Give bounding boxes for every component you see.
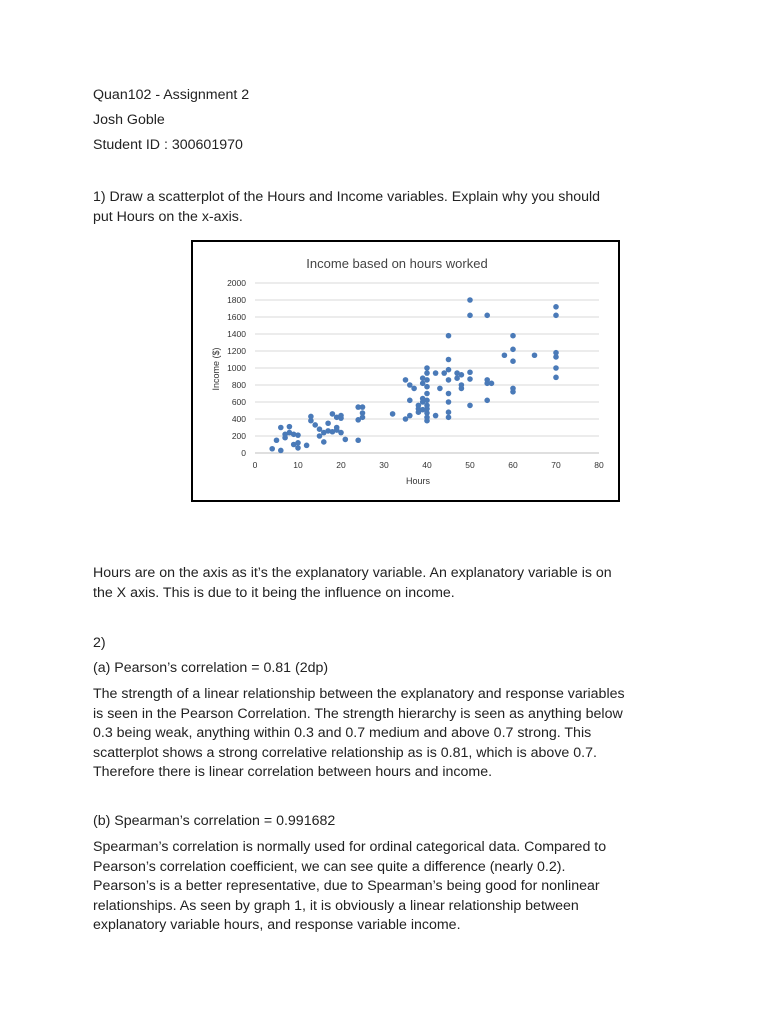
data-point [325, 420, 331, 426]
q2a-line: Therefore there is linear correlation between hours and income. [93, 764, 493, 780]
data-point [338, 413, 344, 419]
data-point [510, 347, 516, 353]
data-point [424, 365, 430, 371]
data-point [553, 375, 559, 381]
header-course: Quan102 - Assignment 2 [93, 87, 250, 103]
data-point [467, 376, 473, 382]
data-point [278, 448, 284, 454]
data-point [489, 381, 495, 387]
data-point [553, 365, 559, 371]
data-point [424, 384, 430, 390]
data-point [424, 370, 430, 376]
x-tick-label: 10 [293, 460, 303, 470]
q2a-line: is seen in the Pearson Correlation. The strength hierarchy is seen as anything below [93, 705, 623, 722]
y-tick-label: 1400 [227, 329, 246, 339]
x-axis-title: Hours [405, 476, 431, 486]
x-tick-label: 40 [422, 460, 432, 470]
chart-title: Income based on hours worked [306, 256, 488, 271]
x-tick-label: 60 [508, 460, 518, 470]
scatterplot-chart [193, 242, 618, 500]
data-point [484, 398, 490, 404]
y-tick-label: 0 [241, 448, 246, 458]
q2b-line: explanatory variable hours, and response variable income. [93, 917, 461, 933]
data-point [467, 297, 473, 303]
data-point [459, 372, 465, 378]
data-point [446, 409, 452, 415]
x-tick-label: 30 [379, 460, 389, 470]
q1-answer-line: Hours are on the axis as it’s the explanatory variable. An explanatory variable is on [93, 565, 612, 581]
data-point [467, 369, 473, 375]
y-tick-label: 2000 [227, 278, 246, 288]
data-point [308, 418, 314, 424]
data-point [502, 352, 508, 358]
q2b-line: relationships. As seen by graph 1, it is obviously a linear relationship between [93, 897, 579, 914]
data-point [407, 398, 413, 404]
data-point [424, 398, 430, 404]
y-tick-label: 1800 [227, 295, 246, 305]
q1-answer-line: the X axis. This is due to it being the influence on income. [93, 584, 455, 601]
data-point [446, 357, 452, 363]
data-point [553, 354, 559, 360]
x-tick-label: 50 [465, 460, 475, 470]
data-point [446, 399, 452, 405]
q2a-line: 0.3 being weak, anything within 0.3 and 0.7 medium and above 0.7 strong. This [93, 725, 592, 741]
data-point [510, 358, 516, 364]
data-point [295, 432, 301, 438]
data-point [355, 437, 361, 443]
q1-prompt-line: put Hours on the x-axis. [93, 208, 243, 225]
data-point [510, 389, 516, 395]
x-tick-label: 20 [336, 460, 346, 470]
y-tick-label: 1200 [227, 346, 246, 356]
q2a-answer [93, 685, 693, 783]
header-student-id: Student ID : 300601970 [93, 137, 243, 153]
q2a-heading: (a) Pearson’s correlation = 0.81 (2dp) [93, 660, 329, 676]
data-point [446, 415, 452, 421]
q2b-line: Pearson’s correlation coefficient, we can see quite a difference (nearly 0.2). [93, 858, 566, 875]
y-tick-label: 1600 [227, 312, 246, 322]
data-point [424, 391, 430, 397]
x-tick-label: 70 [551, 460, 561, 470]
data-point [360, 404, 366, 410]
q2b-line: Pearson’s is a better representative, due to Spearman’s being good for nonlinear [93, 878, 600, 894]
data-point [510, 333, 516, 339]
scatterplot-figure [191, 240, 620, 502]
data-point [403, 377, 409, 383]
data-point [338, 430, 344, 436]
data-point [312, 422, 318, 428]
q2-number: 2) [93, 635, 106, 651]
data-point [304, 443, 310, 449]
q2b-answer [93, 838, 693, 936]
data-point [287, 424, 293, 430]
data-point [433, 370, 439, 376]
data-point [424, 418, 430, 424]
q1-prompt-line: 1) Draw a scatterplot of the Hours and Income variables. Explain why you should [93, 189, 601, 205]
data-point [553, 313, 559, 319]
q1-answer [93, 564, 693, 603]
x-tick-label: 80 [594, 460, 604, 470]
data-point [437, 386, 443, 392]
y-tick-label: 600 [231, 397, 246, 407]
x-tick-label: 0 [252, 460, 258, 470]
data-point [295, 440, 301, 446]
data-point [446, 391, 452, 397]
data-point [553, 304, 559, 310]
data-point [424, 377, 430, 383]
data-point [433, 413, 439, 419]
data-point [407, 413, 413, 419]
data-point [532, 352, 538, 358]
data-point [411, 386, 417, 392]
data-point [343, 437, 349, 443]
data-point [446, 333, 452, 339]
data-point [360, 415, 366, 421]
y-tick-label: 800 [231, 380, 246, 390]
y-tick-label: 400 [231, 414, 246, 424]
y-tick-label: 200 [231, 431, 246, 441]
data-point [467, 403, 473, 409]
header-name: Josh Goble [93, 112, 165, 128]
q2a-line: scatterplot shows a strong correlative relationship as is 0.81, which is above 0.7. [93, 744, 597, 761]
data-point [459, 382, 465, 388]
q2a-line: The strength of a linear relationship between the explanatory and response variables [93, 686, 625, 702]
q2b-heading: (b) Spearman’s correlation = 0.991682 [93, 813, 336, 829]
data-point [484, 313, 490, 319]
data-point [446, 367, 452, 373]
q1-prompt [93, 188, 693, 227]
data-point [295, 445, 301, 451]
data-point [274, 437, 280, 443]
data-point [446, 377, 452, 383]
data-point [390, 411, 396, 417]
data-point [278, 425, 284, 431]
data-point [467, 313, 473, 319]
q2b-line: Spearman’s correlation is normally used for ordinal categorical data. Compared to [93, 839, 607, 855]
data-point [269, 446, 275, 452]
data-point [321, 439, 327, 445]
y-tick-label: 1000 [227, 363, 246, 373]
y-axis-title: Income ($) [211, 347, 221, 391]
